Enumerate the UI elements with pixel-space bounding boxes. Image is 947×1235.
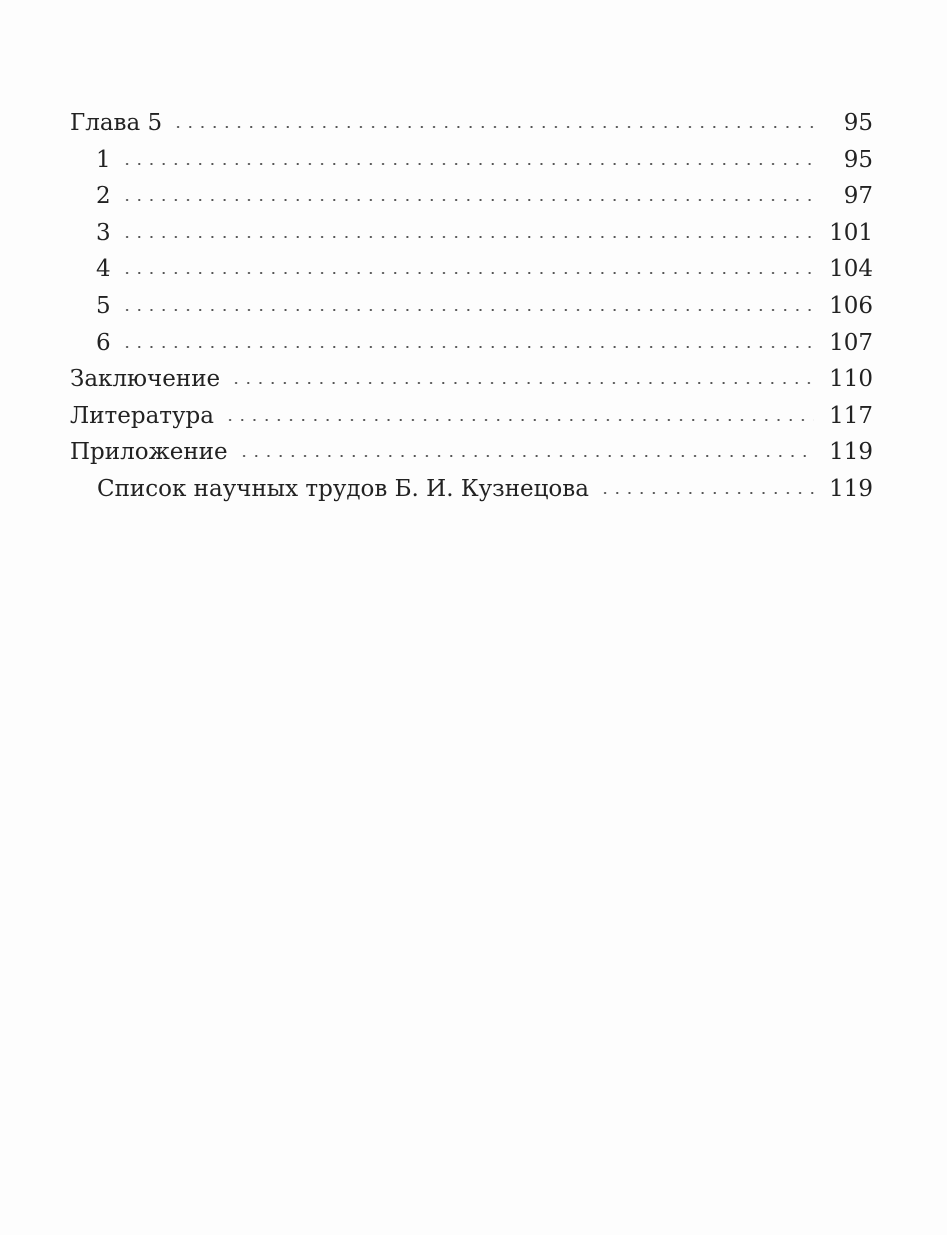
toc-entry-section-5[interactable] <box>70 288 873 325</box>
toc-dot-leader <box>121 272 814 274</box>
toc-entry-title: 1 <box>96 146 111 173</box>
toc-entry-title: 3 <box>96 219 111 246</box>
toc-entry-page: 106 <box>829 292 873 319</box>
toc-entry-section-6[interactable] <box>70 325 873 362</box>
toc-entry-page: 117 <box>829 402 873 429</box>
toc-dot-leader <box>238 455 814 457</box>
toc-entry-title: Список научных трудов Б. И. Кузнецова <box>97 475 589 502</box>
toc-dot-leader <box>599 492 814 494</box>
toc-entry-title: 5 <box>96 292 111 319</box>
toc-entry-page: 97 <box>843 183 873 210</box>
toc-entry-page: 104 <box>829 256 873 283</box>
toc-entry-chapter-5[interactable] <box>70 105 873 142</box>
toc-entry-section-3[interactable] <box>70 215 873 252</box>
toc-entry-page: 110 <box>829 366 873 393</box>
table-of-contents <box>70 105 873 508</box>
toc-dot-leader <box>224 419 814 421</box>
toc-entry-section-2[interactable] <box>70 178 873 215</box>
toc-entry-title: Приложение <box>70 439 228 466</box>
toc-entry-page: 95 <box>843 146 873 173</box>
toc-dot-leader <box>121 236 814 238</box>
toc-entry-publications-list[interactable] <box>70 471 873 508</box>
toc-dot-leader <box>121 309 814 311</box>
toc-dot-leader <box>230 382 814 384</box>
toc-entry-conclusion[interactable] <box>70 361 873 398</box>
toc-entry-title: Глава 5 <box>70 110 163 136</box>
toc-entry-title: 4 <box>96 256 111 283</box>
toc-entry-title: Литература <box>70 402 214 429</box>
toc-dot-leader <box>172 126 814 128</box>
toc-entry-title: Заключение <box>70 366 221 393</box>
toc-entry-title: 2 <box>96 183 111 210</box>
toc-entry-literature[interactable] <box>70 398 873 435</box>
toc-dot-leader <box>121 163 814 165</box>
toc-entry-page: 101 <box>829 219 873 246</box>
toc-entry-page: 95 <box>843 110 873 136</box>
toc-entry-section-1[interactable] <box>70 142 873 179</box>
toc-dot-leader <box>121 199 814 201</box>
toc-entry-appendix[interactable] <box>70 434 873 471</box>
toc-entry-page: 119 <box>829 475 873 502</box>
toc-entry-page: 107 <box>829 329 873 356</box>
toc-entry-page: 119 <box>829 439 873 466</box>
toc-dot-leader <box>121 346 814 348</box>
toc-entry-title: 6 <box>96 329 111 356</box>
toc-entry-section-4[interactable] <box>70 251 873 288</box>
